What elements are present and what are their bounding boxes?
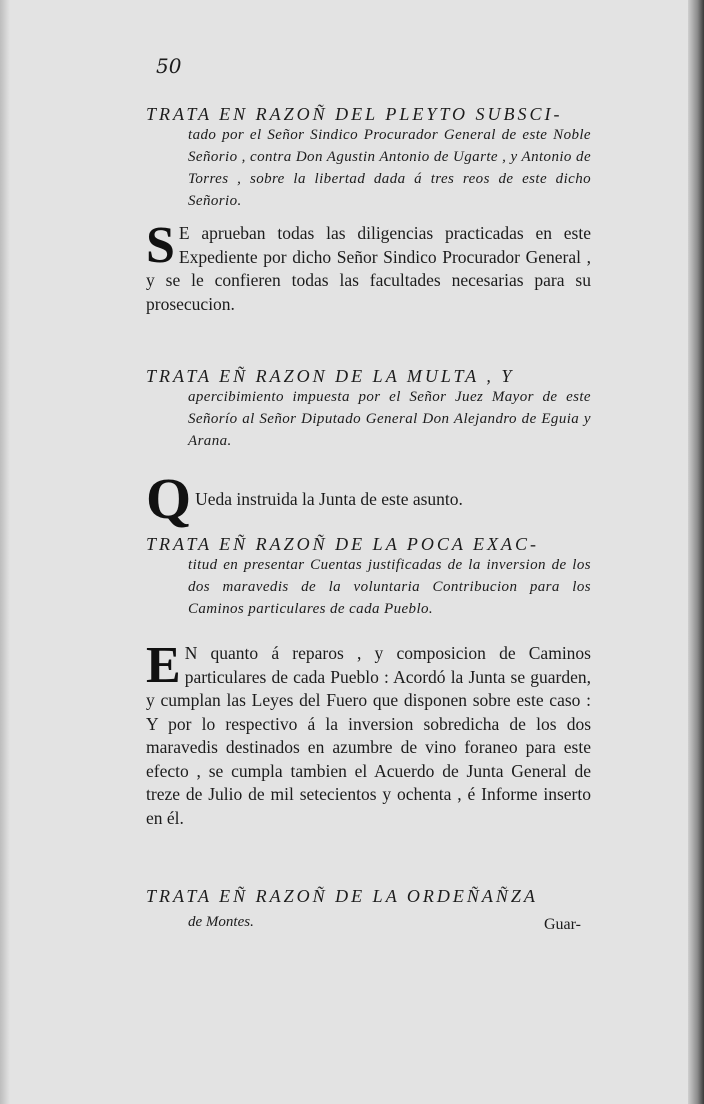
section-heading-lead: TRATA EÑ RAZON DE LA MULTA , Y: [146, 366, 515, 386]
section-heading-lead: TRATA EN RAZOÑ DEL PLEYTO SUBSCI-: [146, 104, 563, 124]
page-left-edge: [0, 0, 10, 1104]
section-heading-subtitle: apercibimiento impuesta por el Señor Juez Mayor de este Señorío al Señor Diputado General Don Alejandro de Eguia y Arana.: [188, 389, 591, 449]
drop-cap: E: [146, 637, 181, 694]
paragraph-text: E aprueban todas las diligencias practicadas en este Expediente por dicho Señor Sindico Procurador General , y se le confieren todas las facultades necesarias para su prosecucion.: [146, 223, 591, 314]
section-heading-pleyto: [146, 104, 591, 212]
page-gutter-shadow: [688, 0, 704, 1104]
section-body-multa: [146, 466, 591, 531]
paragraph-text: N quanto á reparos , y composicion de Caminos particulares de cada Pueblo : Acordó la Junta se guarden, y cumplan las Leyes del Fuero que disponen sobre este caso : Y por lo respectivo á la inversion sobredicha de los dos maravedis destinados en azumbre de vino foraneo para este efecto , se cumpla tambien el Acuerdo de Junta General de treze de Julio de mil setecientos y ochenta , é Informe inserto en él.: [146, 643, 591, 828]
drop-cap: S: [146, 217, 175, 274]
paragraph-text: Ueda instruida la Junta de este asunto.: [195, 489, 463, 509]
catchword: Guar-: [544, 916, 581, 933]
section-heading-cuentas: [146, 534, 591, 620]
section-body-cuentas: [146, 637, 591, 830]
closing-heading: [146, 886, 591, 906]
section-heading-subtitle: tado por el Señor Sindico Procurador General de este Noble Señorio , contra Don Agustin Antonio de Ugarte , y Antonio de Torres , sobre la libertad dada á tres reos de este dicho Señorio.: [188, 127, 591, 209]
closing-heading-subtitle: de Montes.: [188, 914, 254, 930]
section-heading-multa: [146, 366, 591, 452]
section-heading-subtitle: titud en presentar Cuentas justificadas de la inversion de los dos maravedis de la voluntaria Contribucion para los Caminos particulares de cada Pueblo.: [188, 557, 591, 617]
section-heading-lead: TRATA EÑ RAZOÑ DE LA POCA EXAC-: [146, 534, 540, 554]
section-body-pleyto: [146, 217, 591, 316]
drop-cap: Q: [146, 466, 192, 531]
page-number: 50: [156, 54, 182, 78]
closing-heading-lead: TRATA EÑ RAZOÑ DE LA ORDEÑAÑZA: [146, 886, 538, 906]
